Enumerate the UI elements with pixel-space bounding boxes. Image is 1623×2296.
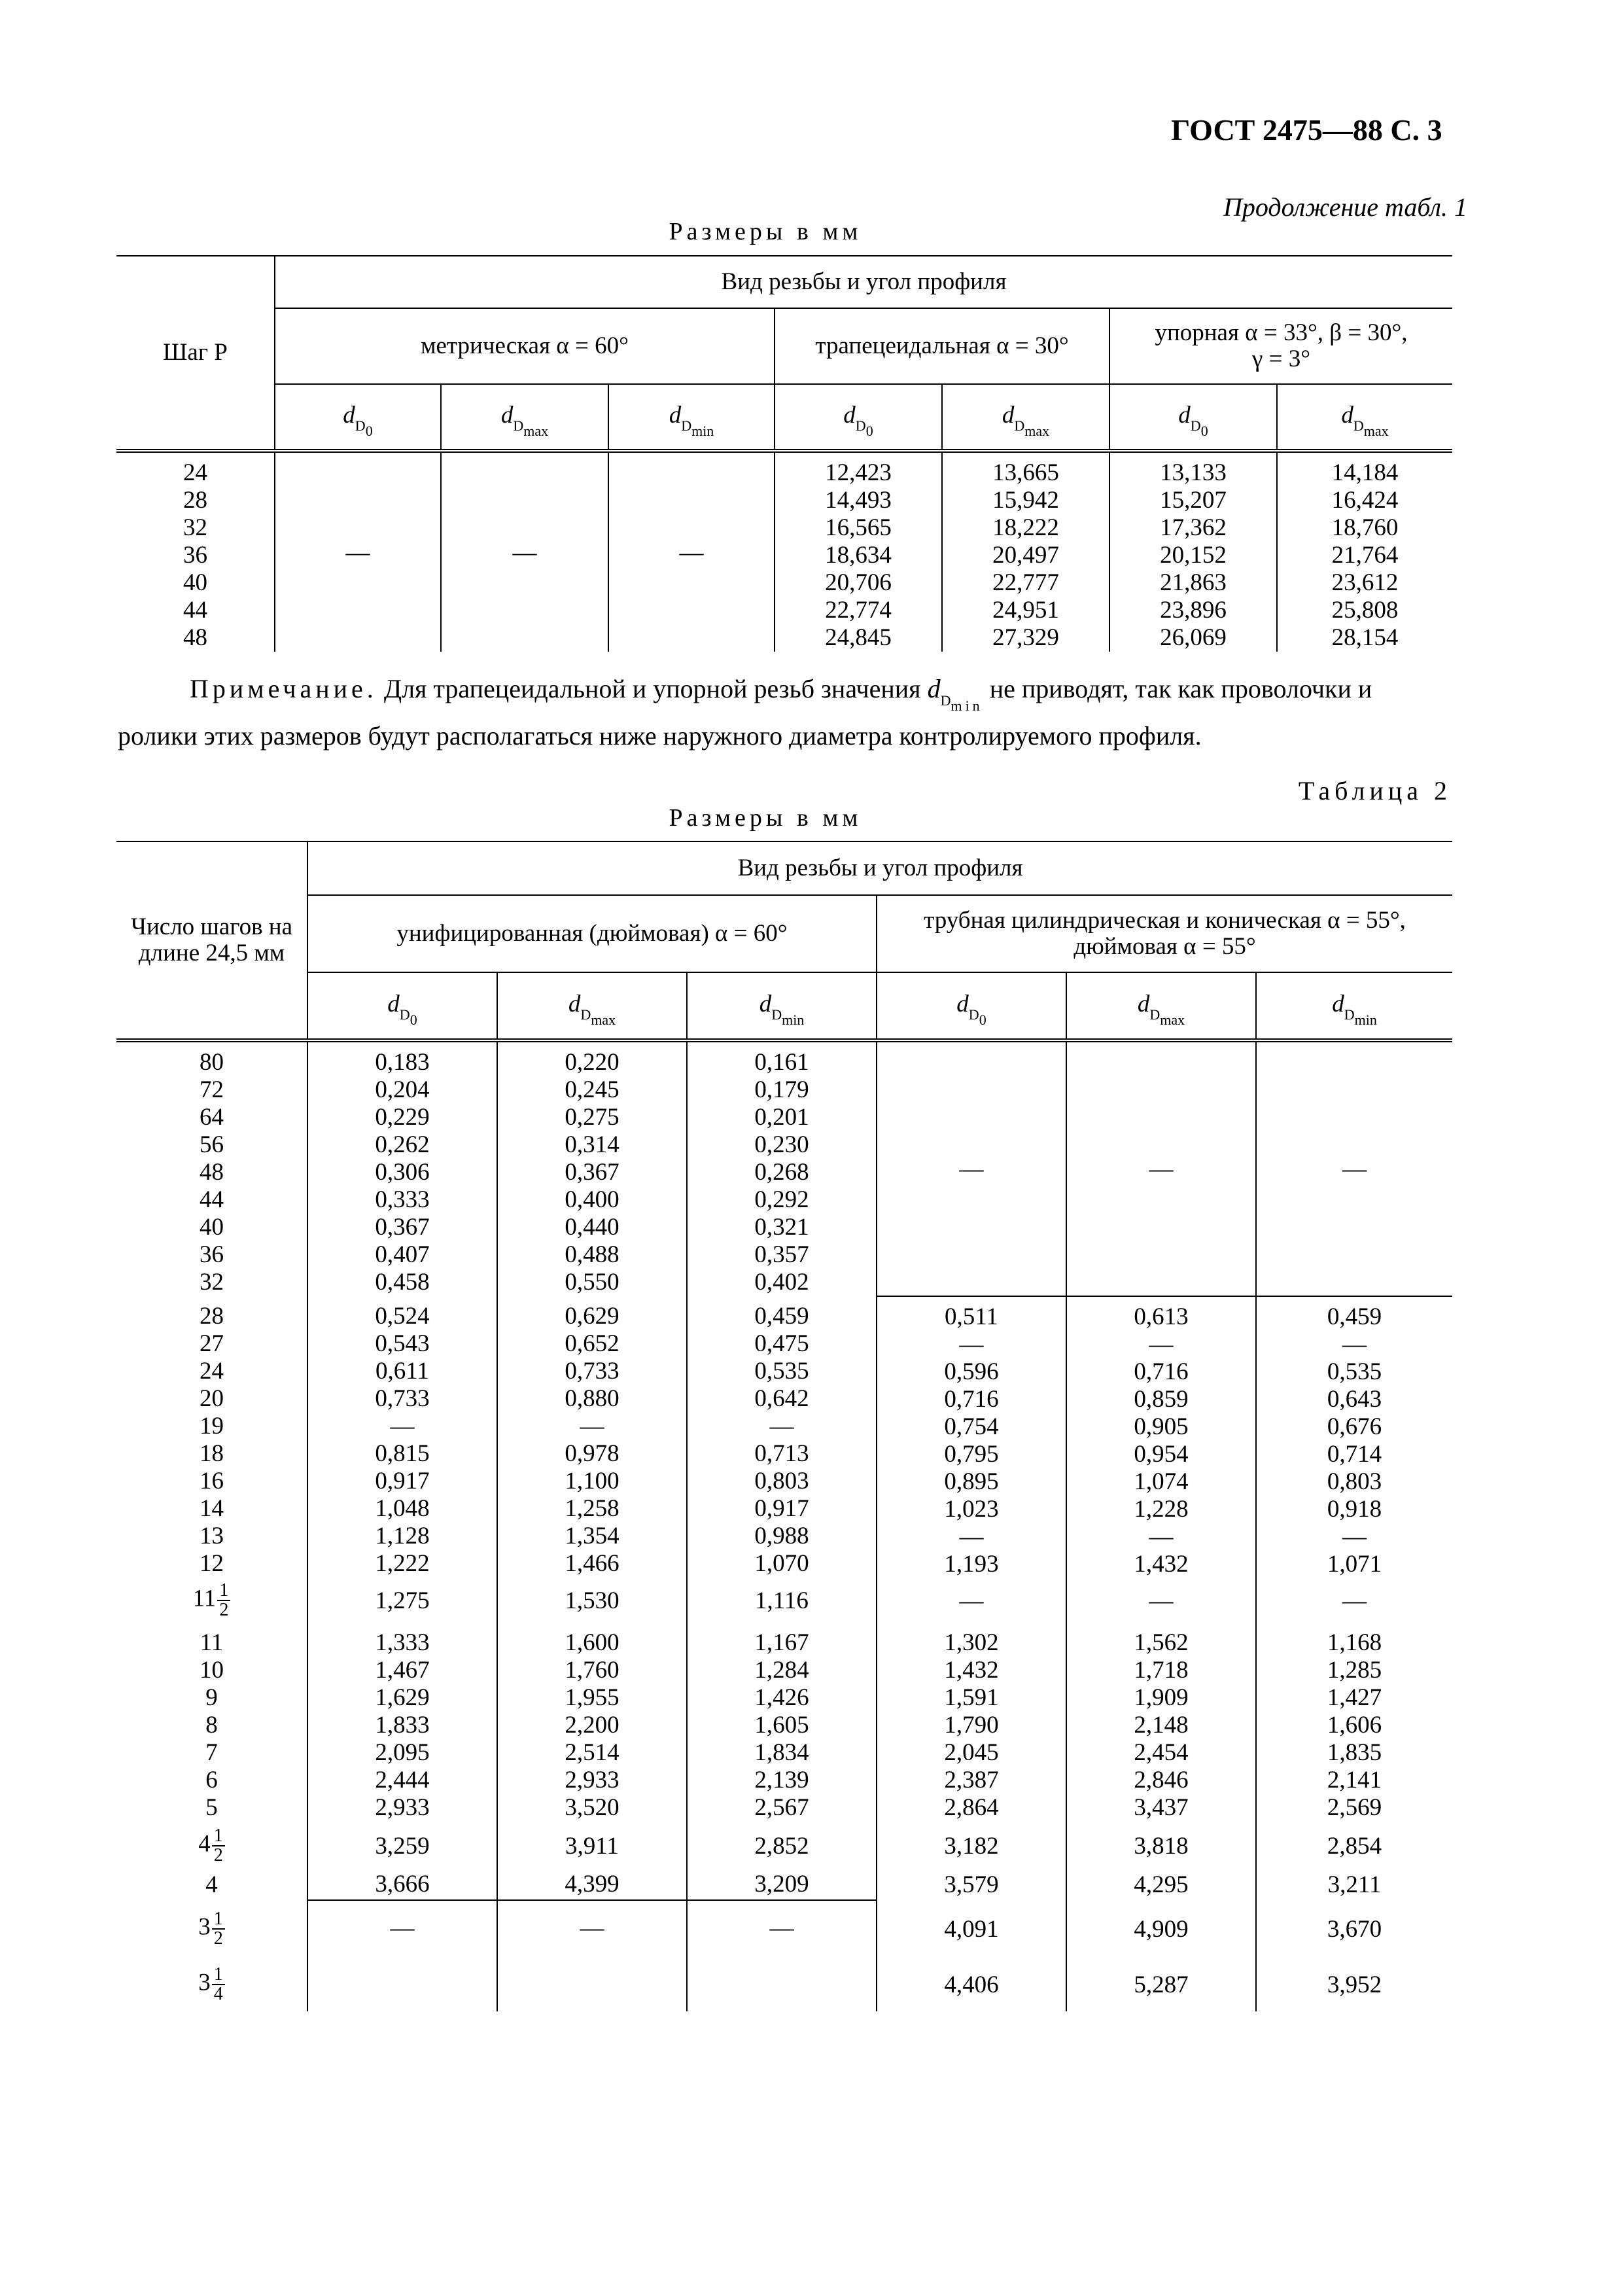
list-value: 0,400 — [565, 1186, 620, 1213]
list-value: 0,815 — [375, 1440, 430, 1467]
block2b-pipe-dmax — [1066, 1623, 1256, 1823]
table1-symbol-row — [116, 384, 1452, 451]
value-cell: 3,209 — [687, 1869, 877, 1900]
list-value: 0,918 — [1327, 1496, 1382, 1523]
list-value: 1,432 — [1134, 1551, 1189, 1578]
symbol-d-D0: $d_{D0}$ — [877, 972, 1066, 1040]
list-value: 0,262 — [375, 1131, 430, 1158]
list-value: 16 — [200, 1468, 224, 1494]
list-value: 18 — [200, 1440, 224, 1467]
list-value: 0,733 — [375, 1385, 430, 1412]
table2-pipe-header: трубная цилиндрическая и коническая α = 55°, дюймовая α = 55° — [877, 895, 1452, 972]
list-value: 1,955 — [565, 1684, 620, 1711]
list-value: 0,367 — [565, 1159, 620, 1186]
list-value: 3,437 — [1134, 1794, 1189, 1821]
symbol-d-Dmin: $d_{Dmin}$ — [1256, 972, 1452, 1040]
list-value: 1,600 — [565, 1629, 620, 1656]
list-value: 20,706 — [825, 569, 892, 596]
list-value: 1,222 — [375, 1550, 430, 1577]
block2b-unified-dmax — [497, 1623, 687, 1823]
list-value: 0,613 — [1134, 1303, 1189, 1330]
list-value: 0,511 — [945, 1303, 998, 1330]
list-value: 0,754 — [944, 1413, 999, 1440]
step-4: 4 — [205, 1871, 218, 1898]
block2a-unified-dmin — [687, 1296, 877, 1578]
list-value: 17,362 — [1160, 514, 1227, 541]
list-value: 48 — [200, 1159, 224, 1186]
list-value: — — [959, 1331, 984, 1358]
list-value: 44 — [200, 1186, 224, 1213]
value-cell: 3,579 — [877, 1869, 1066, 1900]
value-cell: 3,259 — [307, 1823, 497, 1869]
symbol-d-Dmin: $d_{Dmin}$ — [608, 384, 775, 451]
table1-buttress-header: упорная α = 33°, β = 30°, γ = 3° — [1109, 308, 1452, 384]
value-cell: 4,406 — [877, 1958, 1066, 2011]
table1-data-row — [116, 451, 1452, 652]
block1-unified-dmin — [687, 1040, 877, 1296]
list-value: 40 — [183, 569, 207, 596]
block2b-unified-d0 — [307, 1623, 497, 1823]
table1-trapezoid-d0-column — [775, 451, 942, 652]
table2-symbol-row — [116, 972, 1452, 1040]
list-value: 0,183 — [375, 1049, 430, 1076]
list-value: 20 — [200, 1385, 224, 1412]
list-value: 2,444 — [375, 1767, 430, 1793]
value-cell: 4,399 — [497, 1869, 687, 1900]
list-value: 1,023 — [944, 1496, 999, 1523]
list-value: 1,074 — [1134, 1468, 1189, 1495]
list-value: 1,258 — [565, 1495, 620, 1522]
list-value: 0,333 — [375, 1186, 430, 1213]
table2-group-header: Вид резьбы и угол профиля — [307, 841, 1452, 895]
list-value: 1,070 — [754, 1550, 809, 1577]
note-text-after: не приводят, так как проволочки и ролики этих размеров будут располагаться ниже наружного диаметра контролируемого профиля. — [118, 674, 1372, 751]
list-value: 0,905 — [1134, 1413, 1189, 1440]
table2-row-3-half — [116, 1900, 1452, 1958]
list-value: 0,268 — [754, 1159, 809, 1186]
list-value: 0,220 — [565, 1049, 620, 1076]
list-value: 0,954 — [1134, 1441, 1189, 1468]
list-value: 0,475 — [754, 1330, 809, 1357]
value-cell: 3,818 — [1066, 1823, 1256, 1869]
block2b-pipe-d0 — [877, 1623, 1066, 1823]
table1-trapezoid-header: трапецеидальная α = 30° — [775, 308, 1109, 384]
block1-pipe-d0-dash: — — [877, 1040, 1066, 1296]
list-value: 1,760 — [565, 1657, 620, 1684]
value-cell: 1,530 — [497, 1578, 687, 1623]
list-value: 24,845 — [825, 624, 892, 651]
list-value: 15,207 — [1160, 487, 1227, 514]
table2-units: Размеры в мм — [669, 804, 862, 832]
symbol-d-Dmin: $d_{Dmin}$ — [687, 972, 877, 1040]
list-value: 2,387 — [944, 1767, 999, 1793]
list-value: 12 — [200, 1550, 224, 1577]
list-value: 24,951 — [992, 597, 1059, 624]
list-value: 0,716 — [1134, 1358, 1189, 1385]
symbol-d-Dmax: $d_{Dmax}$ — [497, 972, 687, 1040]
value-cell: 3,670 — [1256, 1900, 1452, 1958]
table2-steps-header: Число шагов на длине 24,5 мм — [116, 841, 307, 1040]
block1-unified-d0 — [307, 1040, 497, 1296]
list-value: 2,933 — [375, 1794, 430, 1821]
list-value: — — [1342, 1331, 1367, 1358]
list-value: 0,535 — [1327, 1358, 1382, 1385]
list-value: 13 — [200, 1523, 224, 1549]
list-value: 80 — [200, 1049, 224, 1076]
list-value: 1,168 — [1327, 1629, 1382, 1656]
list-value: 0,314 — [565, 1131, 620, 1158]
value-cell: 4,091 — [877, 1900, 1066, 1958]
symbol-d-D0: $d_{D0}$ — [275, 384, 441, 451]
value-cell: — — [877, 1578, 1066, 1623]
list-value: 0,643 — [1327, 1386, 1382, 1413]
list-value: 24 — [200, 1358, 224, 1385]
list-value: 0,596 — [944, 1358, 999, 1385]
list-value: — — [390, 1413, 415, 1439]
list-value: 23,612 — [1331, 569, 1399, 596]
list-value: 36 — [183, 542, 207, 569]
list-value: 32 — [183, 514, 207, 541]
list-value: 15,942 — [992, 487, 1059, 514]
list-value: 6 — [205, 1767, 218, 1793]
list-value: 0,550 — [565, 1269, 620, 1296]
table1-steps-column — [116, 451, 275, 652]
list-value: 0,611 — [375, 1358, 429, 1385]
list-value: 13,133 — [1160, 459, 1227, 486]
list-value: 3,520 — [565, 1794, 620, 1821]
list-value: 0,306 — [375, 1159, 430, 1186]
value-cell: 2,852 — [687, 1823, 877, 1869]
list-value: 1,834 — [754, 1739, 809, 1766]
table1-metric-d0-dash: — — [275, 451, 441, 652]
value-cell: — — [307, 1900, 497, 2011]
list-value: 0,440 — [565, 1214, 620, 1241]
list-value: 40 — [200, 1214, 224, 1241]
list-value: 0,275 — [565, 1104, 620, 1131]
list-value: 1,128 — [375, 1523, 430, 1549]
page-header: ГОСТ 2475—88 С. 3 — [1171, 113, 1442, 147]
list-value: 0,535 — [754, 1358, 809, 1385]
block1-steps-column — [116, 1040, 307, 1296]
table1-metric-header: метрическая α = 60° — [275, 308, 775, 384]
list-value: 0,459 — [1327, 1303, 1382, 1330]
value-cell: 4,909 — [1066, 1900, 1256, 1958]
list-value: 0,652 — [565, 1330, 620, 1357]
list-value: 0,859 — [1134, 1386, 1189, 1413]
list-value: 2,139 — [754, 1767, 809, 1793]
list-value: — — [580, 1413, 604, 1439]
symbol-d-Dmax: $d_{Dmax}$ — [441, 384, 608, 451]
block2b-steps-column — [116, 1623, 307, 1823]
block1-unified-dmax — [497, 1040, 687, 1296]
list-value: 20,152 — [1160, 542, 1227, 569]
list-value: 0,988 — [754, 1523, 809, 1549]
value-cell: 1,116 — [687, 1578, 877, 1623]
value-cell: — — [1256, 1578, 1452, 1623]
list-value: 0,795 — [944, 1441, 999, 1468]
list-value: 1,333 — [375, 1629, 430, 1656]
list-value: 1,606 — [1327, 1712, 1382, 1739]
value-cell: 5,287 — [1066, 1958, 1256, 2011]
list-value: 56 — [200, 1131, 224, 1158]
table2 — [116, 841, 1452, 2011]
list-value: 5 — [205, 1794, 218, 1821]
value-cell: 4,295 — [1066, 1869, 1256, 1900]
list-value: 1,167 — [754, 1629, 809, 1656]
value-cell: — — [1066, 1578, 1256, 1623]
list-value: 1,193 — [944, 1551, 999, 1578]
list-value: 28 — [200, 1303, 224, 1330]
list-value: — — [1342, 1523, 1367, 1550]
list-value: 18,760 — [1331, 514, 1399, 541]
list-value: — — [1149, 1331, 1174, 1358]
list-value: 26,069 — [1160, 624, 1227, 651]
block2a-pipe-dmin — [1256, 1296, 1452, 1578]
symbol-d-D0: $d_{D0}$ — [775, 384, 942, 451]
table2-row-4 — [116, 1869, 1452, 1900]
table2-block2b-row — [116, 1623, 1452, 1823]
list-value: 2,846 — [1134, 1767, 1189, 1793]
list-value: 21,764 — [1331, 542, 1399, 569]
table1-metric-dmin-dash: — — [608, 451, 775, 652]
symbol-d-Dmax: $d_{Dmax}$ — [1066, 972, 1256, 1040]
list-value: 0,407 — [375, 1241, 430, 1268]
value-cell: 3,666 — [307, 1869, 497, 1900]
list-value: 14 — [200, 1495, 224, 1522]
value-cell: 3,952 — [1256, 1958, 1452, 2011]
list-value: 2,454 — [1134, 1739, 1189, 1766]
value-cell: 2,854 — [1256, 1823, 1452, 1869]
list-value: 0,895 — [944, 1468, 999, 1495]
block2a-steps-column — [116, 1296, 307, 1578]
list-value: 18,634 — [825, 542, 892, 569]
list-value: 16,565 — [825, 514, 892, 541]
block2b-pipe-dmin — [1256, 1623, 1452, 1823]
list-value: 7 — [205, 1739, 218, 1766]
list-value: — — [1149, 1523, 1174, 1550]
list-value: 14,184 — [1331, 459, 1399, 486]
list-value: 22,774 — [825, 597, 892, 624]
list-value: 0,733 — [565, 1358, 620, 1385]
list-value: 28 — [183, 487, 207, 514]
value-cell: — — [497, 1900, 687, 2011]
list-value: 0,179 — [754, 1076, 809, 1103]
list-value: 2,567 — [754, 1794, 809, 1821]
table1-buttress-dmax-column — [1277, 451, 1452, 652]
symbol-d-Dmax: $d_{Dmax}$ — [942, 384, 1109, 451]
list-value: 64 — [200, 1104, 224, 1131]
list-value: 32 — [200, 1269, 224, 1296]
list-value: 1,285 — [1327, 1657, 1382, 1684]
list-value: 0,716 — [944, 1386, 999, 1413]
list-value: 25,808 — [1331, 597, 1399, 624]
table2-row-4-half — [116, 1823, 1452, 1869]
list-value: 12,423 — [825, 459, 892, 486]
list-value: 0,204 — [375, 1076, 430, 1103]
list-value: 1,284 — [754, 1657, 809, 1684]
list-value: 27,329 — [992, 624, 1059, 651]
list-value: 1,048 — [375, 1495, 430, 1522]
list-value: 10 — [200, 1657, 224, 1684]
table1-note: Примечание. Для трапецеидальной и упорной резьб значения $d_{Dmin}$ не приводят, так как проволочки и ролики этих размеров будут располагаться ниже наружного диаметра контролируемого профиля. — [118, 674, 1372, 751]
list-value: 0,713 — [754, 1440, 809, 1467]
list-value: 0,803 — [754, 1468, 809, 1494]
list-value: 13,665 — [992, 459, 1059, 486]
table1-trapezoid-dmax-column — [942, 451, 1109, 652]
list-value: 27 — [200, 1330, 224, 1357]
list-value: 0,321 — [754, 1214, 809, 1241]
list-value: 0,459 — [754, 1303, 809, 1330]
note-label: Примечание. — [190, 674, 377, 703]
symbol-d-D0: $d_{D0}$ — [1109, 384, 1277, 451]
symbol-d-Dmax: $d_{Dmax}$ — [1277, 384, 1452, 451]
list-value: 2,045 — [944, 1739, 999, 1766]
block2a-pipe-dmax — [1066, 1296, 1256, 1578]
list-value: 2,148 — [1134, 1712, 1189, 1739]
list-value: 0,524 — [375, 1303, 430, 1330]
list-value: 8 — [205, 1712, 218, 1739]
step-11-half: 11 $\frac{1}{2}$ — [116, 1578, 307, 1623]
list-value: 0,543 — [375, 1330, 430, 1357]
list-value: 36 — [200, 1241, 224, 1268]
table1-metric-dmax-dash: — — [441, 451, 608, 652]
list-value: 0,488 — [565, 1241, 620, 1268]
list-value: 2,933 — [565, 1767, 620, 1793]
list-value: 1,467 — [375, 1657, 430, 1684]
list-value: 0,642 — [754, 1385, 809, 1412]
list-value: 44 — [183, 597, 207, 624]
value-cell: 3,911 — [497, 1823, 687, 1869]
list-value: 2,095 — [375, 1739, 430, 1766]
list-value: 0,714 — [1327, 1441, 1382, 1468]
table1-group-header: Вид резьбы и угол профиля — [275, 256, 1452, 308]
list-value: 1,302 — [944, 1629, 999, 1656]
list-value: 1,909 — [1134, 1684, 1189, 1711]
list-value: 1,354 — [565, 1523, 620, 1549]
list-value: 21,863 — [1160, 569, 1227, 596]
list-value: 72 — [200, 1076, 224, 1103]
block1-pipe-dmax-dash: — — [1066, 1040, 1256, 1296]
list-value: 0,201 — [754, 1104, 809, 1131]
list-value: 0,629 — [565, 1303, 620, 1330]
list-value: 1,466 — [565, 1550, 620, 1577]
list-value: 0,292 — [754, 1186, 809, 1213]
table1-continuation-label: Продолжение табл. 1 — [1223, 192, 1467, 222]
list-value: 0,161 — [754, 1049, 809, 1076]
table1-buttress-d0-column — [1109, 451, 1277, 652]
list-value: 2,141 — [1327, 1767, 1382, 1793]
list-value: 1,071 — [1327, 1551, 1382, 1578]
list-value: 1,833 — [375, 1712, 430, 1739]
value-cell: 3,211 — [1256, 1869, 1452, 1900]
list-value: 1,228 — [1134, 1496, 1189, 1523]
table2-block2a-row — [116, 1296, 1452, 1578]
value-cell: — — [687, 1900, 877, 2011]
table2-title: Таблица 2 — [1298, 776, 1452, 805]
list-value: 0,245 — [565, 1076, 620, 1103]
list-value: 28,154 — [1331, 624, 1399, 651]
table1-step-header: Шаг P — [116, 256, 275, 451]
list-value: 1,790 — [944, 1712, 999, 1739]
symbol-d-D0: $d_{D0}$ — [307, 972, 497, 1040]
list-value: 0,978 — [565, 1440, 620, 1467]
list-value: 23,896 — [1160, 597, 1227, 624]
value-cell: 3,182 — [877, 1823, 1066, 1869]
list-value: 11 — [200, 1629, 224, 1656]
list-value: 0,357 — [754, 1241, 809, 1268]
list-value: 0,402 — [754, 1269, 809, 1296]
table2-row-11-half — [116, 1578, 1452, 1623]
list-value: 1,718 — [1134, 1657, 1189, 1684]
list-value: 1,426 — [754, 1684, 809, 1711]
list-value: 0,229 — [375, 1104, 430, 1131]
list-value: 19 — [200, 1413, 224, 1439]
table2-unified-header: унифицированная (дюймовая) α = 60° — [307, 895, 877, 972]
table1 — [116, 255, 1452, 652]
list-value: 1,605 — [754, 1712, 809, 1739]
step-3-quarter: 3 $\frac{1}{4}$ — [116, 1958, 307, 2011]
list-value: 1,432 — [944, 1657, 999, 1684]
list-value: 1,591 — [944, 1684, 999, 1711]
list-value: 0,917 — [754, 1495, 809, 1522]
block2a-unified-dmax — [497, 1296, 687, 1578]
list-value: 1,100 — [565, 1468, 620, 1494]
list-value: 0,676 — [1327, 1413, 1382, 1440]
list-value: 0,880 — [565, 1385, 620, 1412]
block2b-unified-dmin — [687, 1623, 877, 1823]
table2-block1-row — [116, 1040, 1452, 1296]
list-value: 1,629 — [375, 1684, 430, 1711]
step-3-half: 3 $\frac{1}{2}$ — [116, 1900, 307, 1958]
list-value: 24 — [183, 459, 207, 486]
list-value: 20,497 — [992, 542, 1059, 569]
list-value: 0,458 — [375, 1269, 430, 1296]
block1-pipe-dmin-dash: — — [1256, 1040, 1452, 1296]
list-value: 2,514 — [565, 1739, 620, 1766]
value-cell: 1,275 — [307, 1578, 497, 1623]
list-value: 2,200 — [565, 1712, 620, 1739]
list-value: 0,917 — [375, 1468, 430, 1494]
list-value: 48 — [183, 624, 207, 651]
list-value: 14,493 — [825, 487, 892, 514]
list-value: 18,222 — [992, 514, 1059, 541]
list-value: 22,777 — [992, 569, 1059, 596]
table1-units: Размеры в мм — [669, 218, 862, 245]
step-4-half: 4 $\frac{1}{2}$ — [116, 1823, 307, 1869]
block2a-unified-d0 — [307, 1296, 497, 1578]
list-value: — — [959, 1523, 984, 1550]
list-value: — — [769, 1413, 794, 1439]
list-value: 2,569 — [1327, 1794, 1382, 1821]
note-text-before: Для трапецеидальной и упорной резьб значения — [383, 674, 921, 703]
list-value: 2,864 — [944, 1794, 999, 1821]
list-value: 0,230 — [754, 1131, 809, 1158]
block2a-pipe-d0 — [877, 1296, 1066, 1578]
list-value: 1,835 — [1327, 1739, 1382, 1766]
list-value: 1,562 — [1134, 1629, 1189, 1656]
list-value: 16,424 — [1331, 487, 1399, 514]
list-value: 0,803 — [1327, 1468, 1382, 1495]
list-value: 0,367 — [375, 1214, 430, 1241]
list-value: 9 — [205, 1684, 218, 1711]
list-value: 1,427 — [1327, 1684, 1382, 1711]
